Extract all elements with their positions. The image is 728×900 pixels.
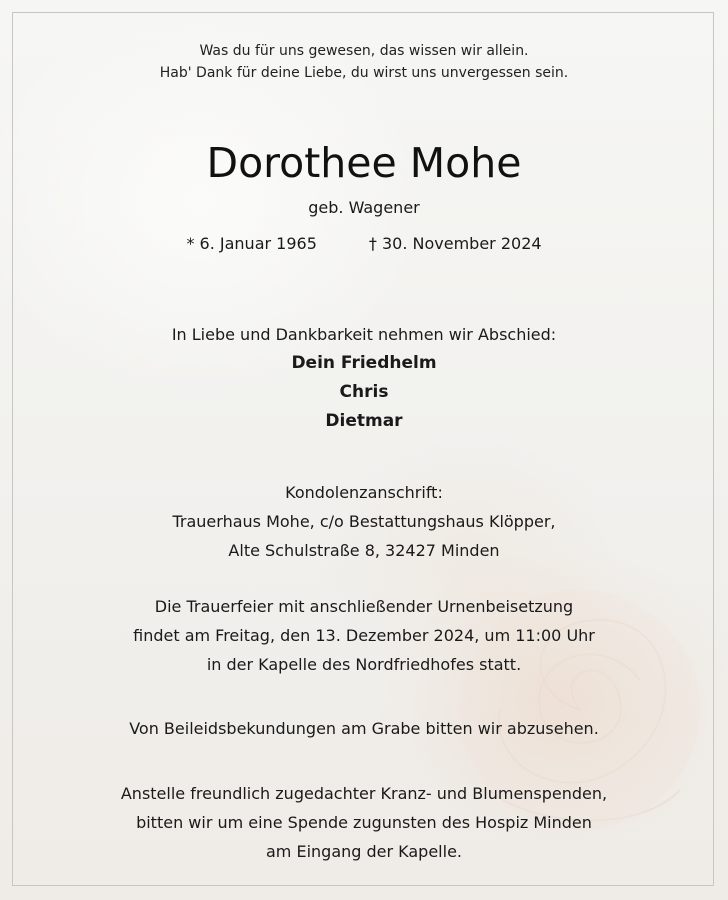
mourner-name: Chris — [339, 382, 389, 402]
farewell-section — [0, 320, 728, 436]
service-line-2: findet am Freitag, den 13. Dezember 2024, um 11:00 Uhr — [133, 626, 595, 645]
mourner-name: Dietmar — [325, 411, 403, 431]
farewell-intro: In Liebe und Dankbarkeit nehmen wir Abschied: — [171, 325, 557, 344]
condolence-address — [0, 478, 728, 565]
condolence-note: Von Beileidsbekundungen am Grabe bitten wir abzusehen. — [129, 719, 599, 738]
verse-line-1: Was du für uns gewesen, das wissen wir allein. — [199, 43, 529, 59]
donation-line-1: Anstelle freundlich zugedachter Kranz- und Blumenspenden, — [120, 784, 608, 803]
service-line-3: in der Kapelle des Nordfriedhofes statt. — [206, 655, 522, 674]
donation-line-3: am Eingang der Kapelle. — [265, 842, 462, 861]
address-line-2: Alte Schulstraße 8, 32427 Minden — [228, 541, 500, 560]
life-dates — [0, 233, 728, 255]
service-line-1: Die Trauerfeier mit anschließender Urnenbeisetzung — [154, 597, 574, 616]
birth-name: geb. Wagener — [308, 198, 420, 217]
donation-request — [0, 779, 728, 866]
death-date: † 30. November 2024 — [368, 234, 542, 253]
mourner-name: Dein Friedhelm — [291, 353, 437, 373]
donation-line-2: bitten wir um eine Spende zugunsten des Hospiz Minden — [136, 813, 592, 832]
birth-date: * 6. Januar 1965 — [186, 234, 317, 253]
funeral-service-info — [0, 592, 728, 679]
verse-line-2: Hab' Dank für deine Liebe, du wirst uns unvergessen sein. — [159, 65, 569, 81]
address-label: Kondolenzanschrift: — [285, 483, 443, 502]
memorial-verse — [0, 40, 728, 84]
address-line-1: Trauerhaus Mohe, c/o Bestattungshaus Klöpper, — [172, 512, 556, 531]
deceased-name: Dorothee Mohe — [206, 139, 522, 187]
